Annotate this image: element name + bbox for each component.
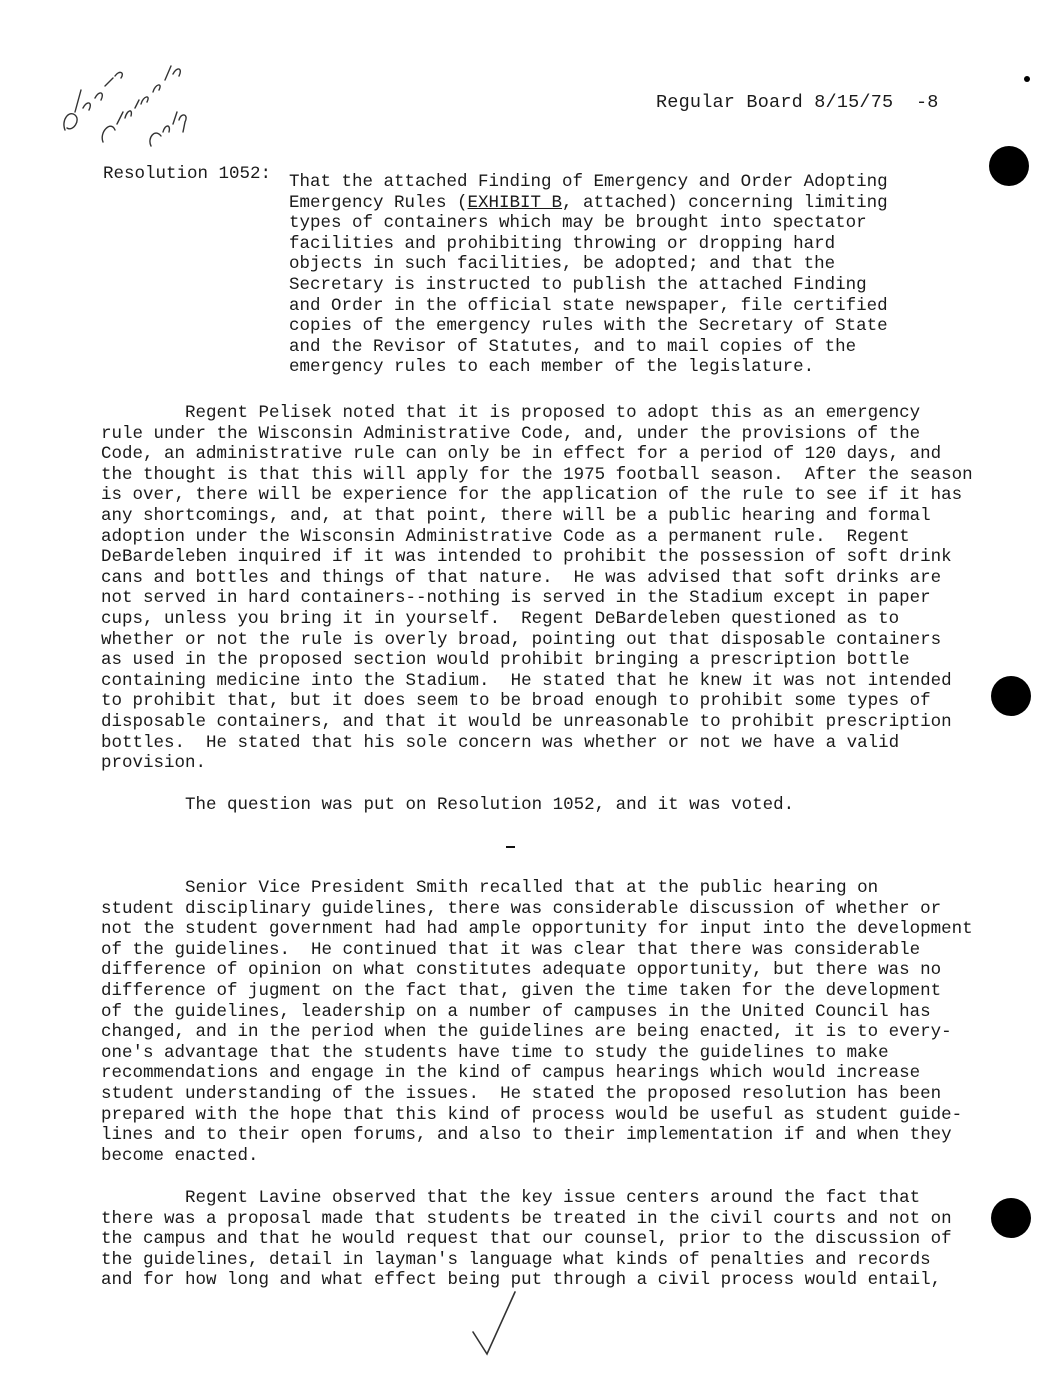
paragraph-lavine: Regent Lavine observed that the key issue centers around the fact that there was a proposal made that students be treated in the civil courts and not on the campus and that he would request that our counsel, prior to the discussion of the guidelines, detail in layman's language what kinds of penalties and records and for how long and what effect being put through a civil process would entail, bbox=[101, 1188, 952, 1291]
resolution-line: Secretary is instructed to publish the attached Finding bbox=[289, 274, 867, 295]
page-header: Regular Board 8/15/75 -8 bbox=[656, 92, 939, 113]
section-divider bbox=[506, 846, 515, 848]
punch-hole-top bbox=[989, 146, 1029, 186]
resolution-text bbox=[289, 172, 909, 378]
punch-hole-bottom bbox=[991, 1198, 1031, 1238]
resolution-label: Resolution 1052: bbox=[103, 164, 272, 184]
resolution-line: objects in such facilities, be adopted; and that the bbox=[289, 254, 836, 275]
speck-mark bbox=[1024, 76, 1030, 82]
resolution-line: Emergency Rules ( bbox=[289, 192, 468, 213]
resolution-line: , attached) concerning limiting bbox=[562, 192, 888, 213]
checkmark-annotation bbox=[465, 1288, 525, 1358]
handwritten-annotation bbox=[55, 20, 215, 150]
resolution-line: That the attached Finding of Emergency and Order Adopting bbox=[289, 172, 888, 192]
paragraph-vote: The question was put on Resolution 1052, and it was voted. bbox=[101, 795, 795, 815]
punch-hole-middle bbox=[991, 676, 1031, 716]
resolution-line: types of containers which may be brought into spectator bbox=[289, 213, 867, 234]
resolution-line: facilities and prohibiting throwing or dropping hard bbox=[289, 233, 836, 254]
resolution-line: emergency rules to each member of the legislature. bbox=[289, 357, 815, 378]
resolution-line: and Order in the official state newspaper, file certified bbox=[289, 295, 888, 316]
resolution-line: copies of the emergency rules with the Secretary of State bbox=[289, 316, 888, 337]
resolution-line: and the Revisor of Statutes, and to mail copies of the bbox=[289, 336, 857, 357]
paragraph-smith: Senior Vice President Smith recalled that at the public hearing on student disciplinary guidelines, there was considerable discussion of whether or not the student government had had ample opportunity for input into the development of the guidelines. He continued that it was clear that there was considerable difference of opinion on what constitutes adequate opportunity, but there was no difference of jugment on the fact that, given the time taken for the development of the guidelines, leadership on a number of campuses in the United Council has changed, and in the period when the guidelines are being enacted, it is to every- one's advantage that the students have time to study the guidelines to make recommendations and engage in the kind of campus hearings which would increase student understanding of the issues. He stated the proposed resolution has been prepared with the hope that this kind of process would be useful as student guide- lines and to their open forums, and also to their implementation if and when they become enacted. bbox=[101, 878, 973, 1166]
exhibit-reference: EXHIBIT B bbox=[467, 192, 563, 213]
paragraph-pelisek: Regent Pelisek noted that it is proposed to adopt this as an emergency rule under the Wisconsin Administrative Code, and, under the provisions of the Code, an administrative rule can only be in effect for a period of 120 days, and the thought is that this will apply for the 1975 football season. After the season is over, there will be experience for the application of the rule to see if it has any shortcomings, and, at that point, there will be a public hearing and formal adoption under the Wisconsin Administrative Code as a permanent rule. Regent DeBardeleben inquired if it was intended to prohibit the possession of soft drink cans and bottles and things of that nature. He was advised that soft drinks are not served in hard containers--nothing is served in the Stadium except in paper cups, unless you bring it in yourself. Regent DeBardeleben questioned as to whether or not the rule is overly broad, pointing out that disposable containers as used in the proposed section would prohibit bringing a prescription bottle containing medicine into the Stadium. He stated that he knew it was not intended to prohibit that, but it does seem to be broad enough to prohibit some types of disposable containers, and that it would be unreasonable to prohibit prescription bottles. He stated that his sole concern was whether or not we have a valid provision. bbox=[101, 403, 973, 774]
